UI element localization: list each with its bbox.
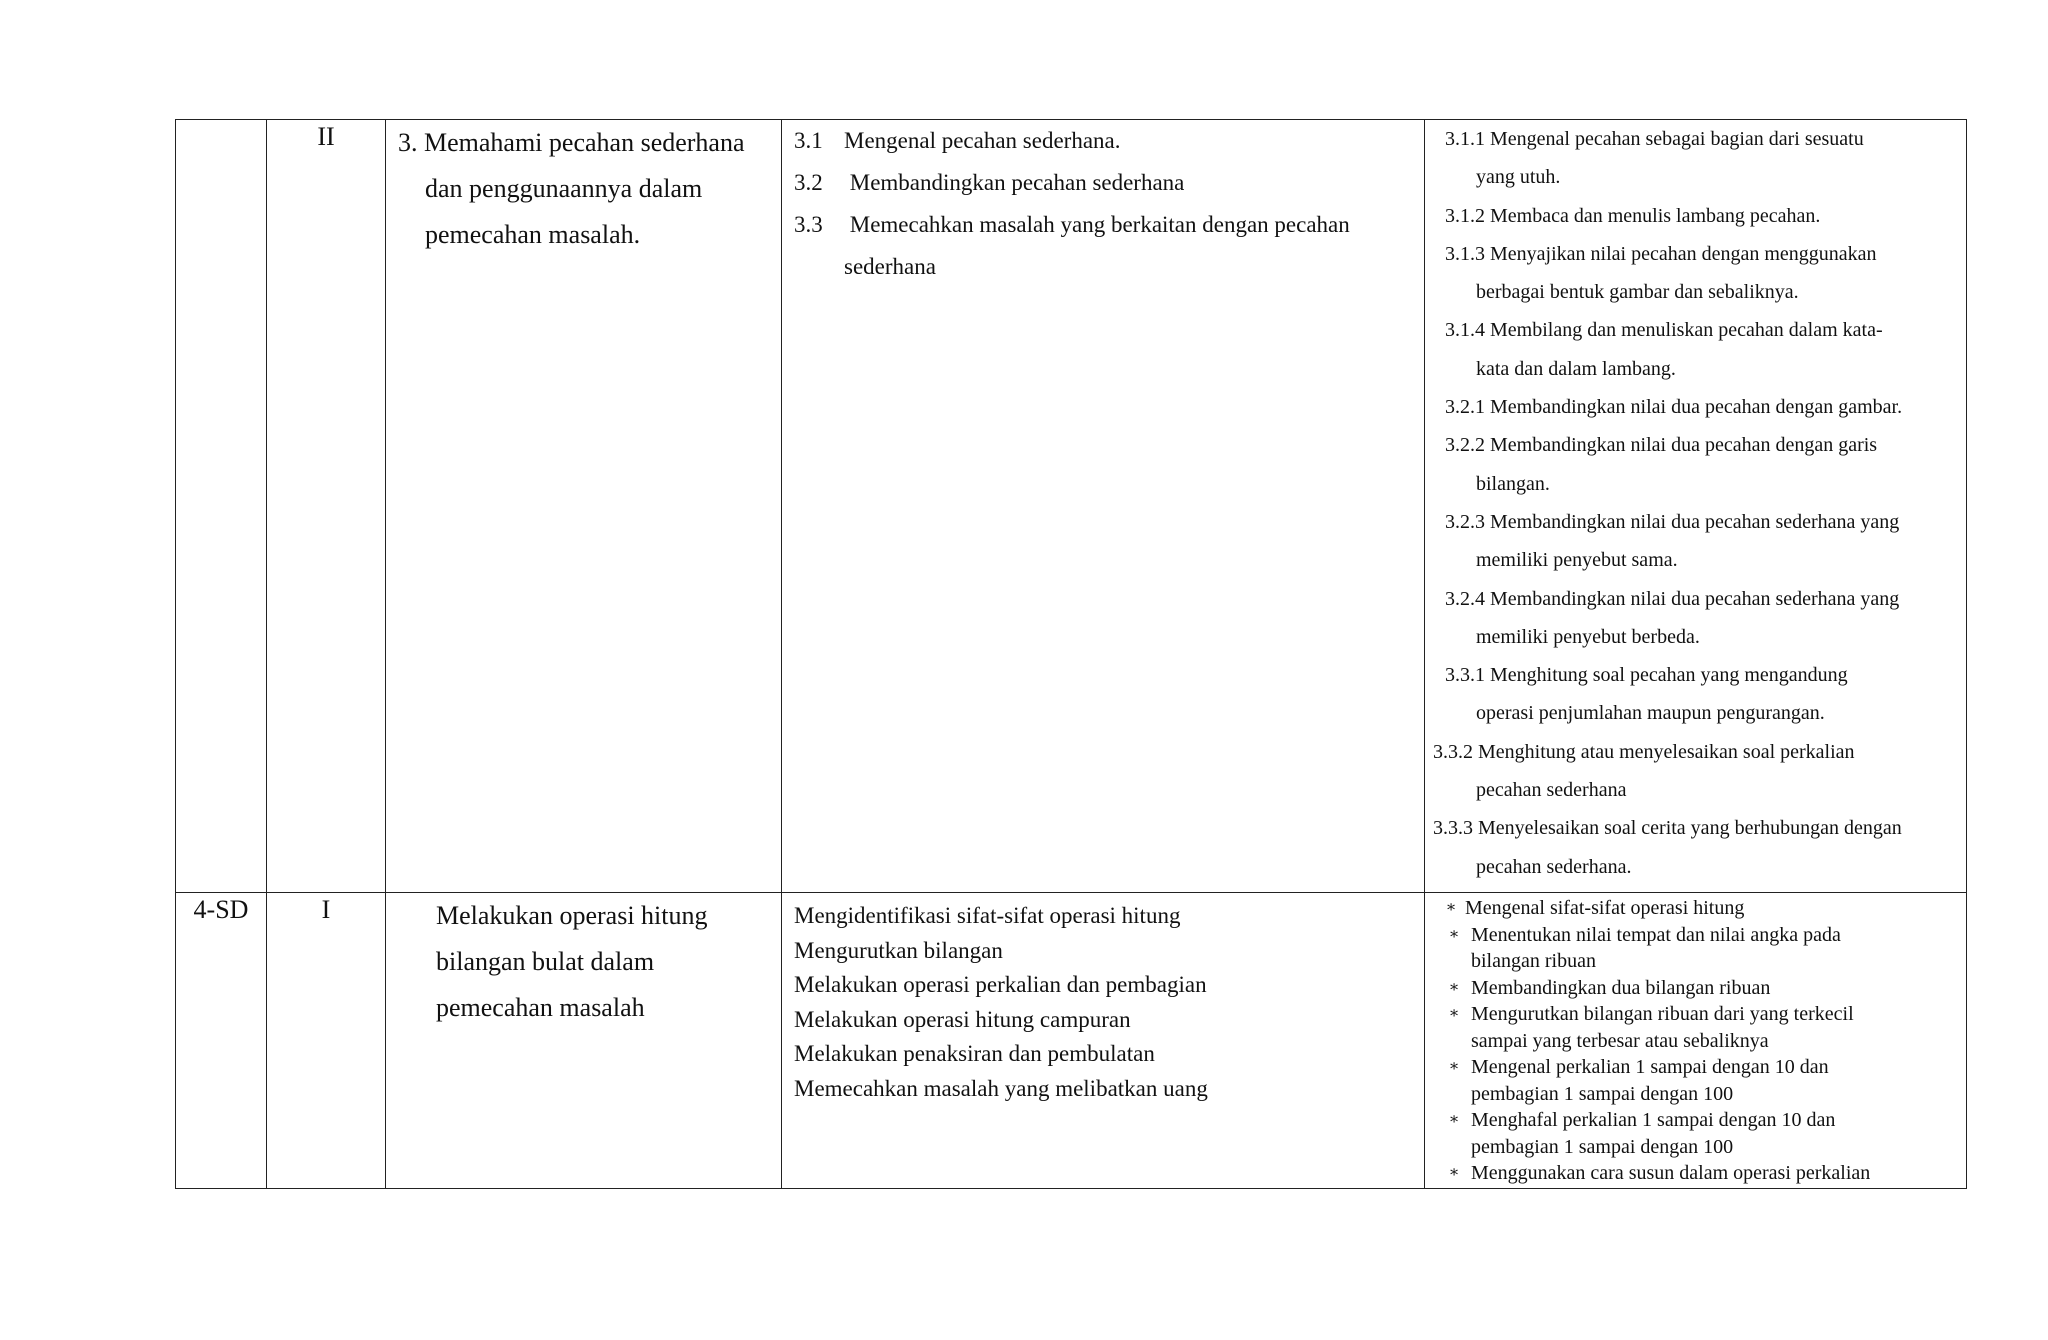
- table-row: [176, 893, 1967, 1189]
- grade-cell: [176, 120, 267, 893]
- indicator-line: kata dan dalam lambang.: [1476, 357, 1676, 380]
- bullet-icon: ∗: [1448, 1058, 1460, 1075]
- indicator-line: memiliki penyebut sama.: [1476, 549, 1678, 572]
- indicator-text: sampai yang terbesar atau sebaliknya: [1471, 1029, 1769, 1052]
- indicator-line: memiliki penyebut berbeda.: [1476, 625, 1700, 648]
- bullet-icon: ∗: [1448, 1005, 1460, 1022]
- basic-competency-line: Melakukan operasi hitung campuran: [794, 1006, 1131, 1032]
- indicator-line: 3.1.1 Mengenal pecahan sebagai bagian dari sesuatu: [1445, 128, 1864, 150]
- basic-competency-cell: [782, 120, 1425, 893]
- indicator-text: Menggunakan cara susun dalam operasi perkalian: [1471, 1162, 1871, 1184]
- indicator-cell: [1425, 120, 1967, 893]
- competency-line: pemecahan masalah: [436, 993, 645, 1022]
- list-item: [1437, 1160, 1962, 1187]
- bullet-icon: ∗: [1448, 1164, 1460, 1181]
- indicator-line: yang utuh.: [1476, 166, 1561, 189]
- basic-competency-item: [794, 162, 1416, 204]
- indicator-line: 3.2.1 Membandingkan nilai dua pecahan dengan gambar.: [1445, 396, 1903, 419]
- indicator-text: Mengurutkan bilangan ribuan dari yang terkecil: [1471, 1003, 1854, 1025]
- table-row: [176, 120, 1967, 893]
- indicator-line: 3.2.3 Membandingkan nilai dua pecahan sederhana yang: [1445, 510, 1900, 533]
- item-number: 3.2: [794, 170, 823, 195]
- indicator-line: 3.2.2 Membandingkan nilai dua pecahan dengan garis: [1445, 434, 1878, 457]
- bullet-icon: ∗: [1448, 978, 1460, 996]
- basic-competency-line: Mengidentifikasi sifat-sifat operasi hitung: [794, 903, 1181, 928]
- indicator-text: bilangan ribuan: [1471, 950, 1596, 972]
- bullet-icon: ∗: [1445, 899, 1457, 916]
- item-number: 3.3: [794, 212, 823, 237]
- standard-competency-cell: [386, 120, 782, 893]
- indicator-line: 3.2.4 Membandingkan nilai dua pecahan sederhana yang: [1445, 587, 1900, 610]
- basic-competency-line: Melakukan operasi perkalian dan pembagian: [794, 972, 1207, 997]
- indicator-line: bilangan.: [1476, 472, 1550, 495]
- indicator-line: pecahan sederhana.: [1476, 855, 1632, 878]
- indicator-line: 3.3.1 Menghitung soal pecahan yang mengandung: [1445, 664, 1848, 687]
- grade-cell: 4-SD: [176, 893, 267, 1189]
- item-text: Membandingkan pecahan sederhana: [844, 170, 1185, 195]
- indicator-text: Membandingkan dua bilangan ribuan: [1471, 976, 1771, 999]
- basic-competency-item: [794, 204, 1416, 246]
- list-item: [1437, 1107, 1962, 1160]
- item-number: 3.1: [794, 128, 823, 153]
- indicator-text: Mengenal perkalian 1 sampai dengan 10 dan: [1471, 1056, 1829, 1078]
- curriculum-table: [175, 119, 1967, 1189]
- competency-line: bilangan bulat dalam: [436, 947, 655, 976]
- competency-line: Melakukan operasi hitung: [436, 901, 708, 930]
- item-text: Mengenal pecahan sederhana.: [844, 128, 1121, 153]
- indicator-text: Mengenal sifat-sifat operasi hitung: [1465, 897, 1745, 919]
- indicator-line: 3.3.2 Menghitung atau menyelesaikan soal perkalian: [1433, 740, 1855, 763]
- indicator-line: 3.1.4 Membilang dan menuliskan pecahan dalam kata-: [1445, 319, 1883, 342]
- bullet-icon: ∗: [1448, 1111, 1460, 1128]
- competency-line: pemecahan masalah.: [425, 220, 641, 249]
- list-item: [1437, 895, 1962, 922]
- list-item: [1437, 1054, 1962, 1107]
- indicator-text: pembagian 1 sampai dengan 100: [1471, 1135, 1734, 1158]
- indicator-line: 3.1.2 Membaca dan menulis lambang pecahan.: [1445, 204, 1821, 227]
- indicator-line: 3.1.3 Menyajikan nilai pecahan dengan menggunakan: [1445, 242, 1877, 265]
- basic-competency-line: Memecahkan masalah yang melibatkan uang: [794, 1075, 1208, 1101]
- competency-line: dan penggunaannya dalam: [425, 174, 703, 203]
- list-item: [1437, 1001, 1962, 1054]
- indicator-line: 3.3.3 Menyelesaikan soal cerita yang berhubungan dengan: [1433, 817, 1902, 840]
- basic-competency-cell: [782, 893, 1425, 1189]
- item-text: Memecahkan masalah yang berkaitan dengan pecahan: [844, 212, 1350, 237]
- basic-competency-line: Mengurutkan bilangan: [794, 937, 1003, 963]
- competency-line: 3. Memahami pecahan sederhana: [398, 128, 745, 157]
- indicator-cell: [1425, 893, 1967, 1189]
- basic-competency-line: Melakukan penaksiran dan pembulatan: [794, 1041, 1155, 1066]
- bullet-icon: ∗: [1448, 925, 1460, 943]
- indicator-text: Menghafal perkalian 1 sampai dengan 10 dan: [1471, 1109, 1836, 1131]
- list-item: [1437, 922, 1962, 975]
- indicator-line: berbagai bentuk gambar dan sebaliknya.: [1476, 281, 1799, 304]
- indicator-text: pembagian 1 sampai dengan 100: [1471, 1082, 1734, 1105]
- indicator-text: Menentukan nilai tempat dan nilai angka pada: [1471, 923, 1841, 946]
- indicator-line: pecahan sederhana: [1476, 779, 1627, 802]
- semester-cell: I: [267, 893, 386, 1189]
- semester-cell: II: [267, 120, 386, 893]
- list-item: [1437, 975, 1962, 1002]
- indicator-line: operasi penjumlahan maupun pengurangan.: [1476, 702, 1825, 725]
- basic-competency-item: [794, 120, 1416, 162]
- standard-competency-cell: [386, 893, 782, 1189]
- item-continuation: sederhana: [844, 254, 936, 279]
